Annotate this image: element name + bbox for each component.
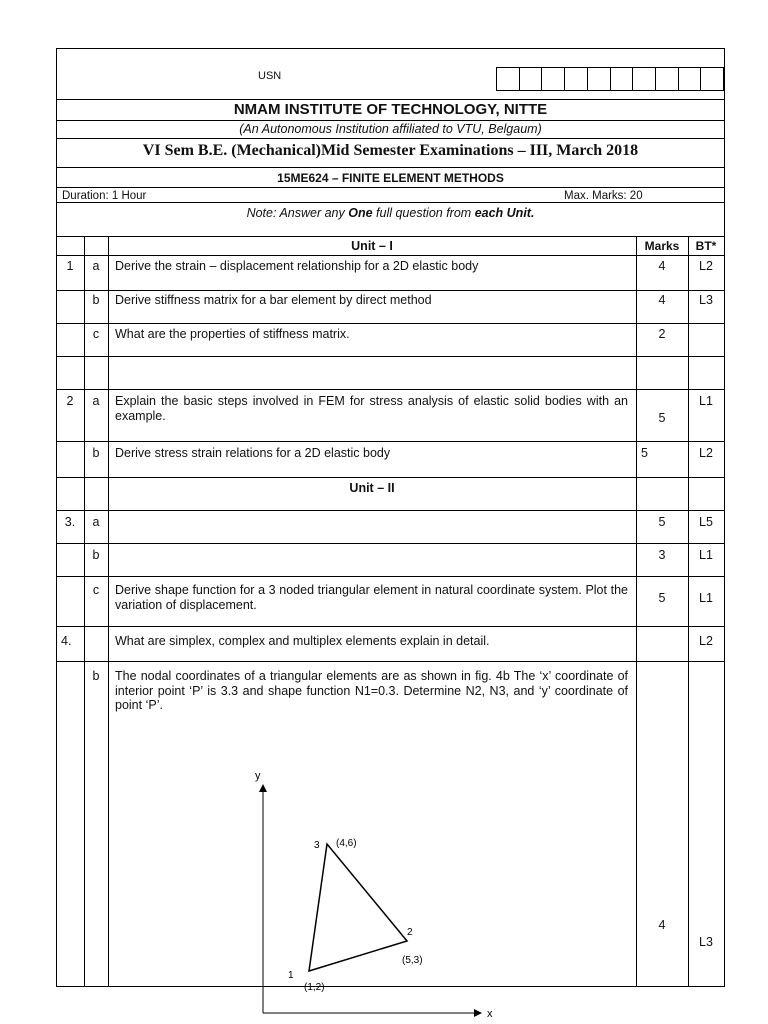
frame-right [724, 48, 725, 987]
q1a-bt: L2 [699, 259, 713, 273]
q1c-sub: c [92, 327, 100, 341]
q1b-marks: 4 [658, 293, 666, 307]
institute-name: NMAM INSTITUTE OF TECHNOLOGY, NITTE [233, 101, 548, 118]
usn-label: USN [258, 70, 282, 82]
q1b-bt: L3 [699, 293, 713, 307]
q2b-bt: L2 [699, 446, 713, 460]
node1-label: 1 [288, 970, 294, 981]
q2a-marks: 5 [658, 411, 666, 425]
usn-entry-boxes[interactable] [496, 67, 724, 91]
q1b-text: Derive stiffness matrix for a bar element by direct method [115, 293, 432, 307]
q1a-sub: a [92, 259, 100, 273]
triangle-element [309, 844, 407, 971]
q3c-text: Derive shape function for a 3 noded triangular element in natural coordinate system. Plot the variation of displacement. [115, 583, 628, 612]
instruction-note: Note: Answer any One full question from each Unit. [246, 206, 535, 220]
q3b-bt: L1 [699, 548, 713, 562]
q3c-marks: 5 [658, 591, 666, 605]
marks-header: Marks [644, 239, 680, 253]
q1b-sub: b [92, 293, 100, 307]
q3b-marks: 3 [658, 548, 666, 562]
q4b-marks: 4 [658, 918, 666, 932]
node3-label: 3 [314, 840, 320, 851]
q2a-text: Explain the basic steps involved in FEM for stress analysis of elastic solid bodies with an example. [115, 394, 628, 423]
q3a-bt: L5 [699, 515, 713, 529]
q2-number: 2 [66, 394, 74, 408]
max-marks-text: Max. Marks: 20 [564, 190, 643, 202]
exam-title: VI Sem B.E. (Mechanical)Mid Semester Examinations – III, March 2018 [142, 142, 639, 159]
q2b-sub: b [92, 446, 100, 460]
q2a-sub: a [92, 394, 100, 408]
q1c-text: What are the properties of stiffness matrix. [115, 327, 350, 341]
figure-4b-triangle [240, 760, 510, 1024]
q3b-sub: b [92, 548, 100, 562]
bt-header: BT* [695, 239, 717, 253]
frame-top [56, 48, 725, 49]
q1a-text: Derive the strain – displacement relationship for a 2D elastic body [115, 259, 479, 273]
q3a-marks: 5 [658, 515, 666, 529]
x-axis-label: x [487, 1008, 493, 1020]
duration-text: Duration: 1 Hour [62, 190, 147, 202]
q2b-marks: 5 [641, 446, 648, 460]
q4a-text: What are simplex, complex and multiplex elements explain in detail. [115, 634, 490, 648]
q3c-bt: L1 [699, 591, 713, 605]
col-divider-marks [636, 236, 637, 987]
node3-coord: (4,6) [336, 838, 357, 849]
course-title: 15ME624 – FINITE ELEMENT METHODS [277, 171, 504, 185]
q3c-sub: c [92, 583, 100, 597]
q1a-marks: 4 [658, 259, 666, 273]
q4b-text: The nodal coordinates of a triangular elements are as shown in fig. 4b The ‘x’ coordinate of interior point ‘P’ is 3.3 and shape function N1=0.3. Determine N2, N3, and ‘y’ coordinate of point ‘P’. [115, 669, 628, 712]
node1-coord: (1,2) [304, 982, 325, 993]
q3a-sub: a [92, 515, 100, 529]
unit2-title: Unit – II [349, 481, 395, 495]
y-axis-label: y [255, 770, 261, 782]
q2b-text: Derive stress strain relations for a 2D elastic body [115, 446, 391, 460]
col-divider-bt [688, 236, 689, 987]
q1c-marks: 2 [658, 327, 666, 341]
q2a-bt: L1 [699, 394, 713, 408]
col-divider-sub [108, 236, 109, 987]
q4b-bt: L3 [699, 935, 713, 949]
q4a-bt: L2 [699, 634, 713, 648]
node2-label: 2 [407, 927, 413, 938]
node2-coord: (5,3) [402, 955, 423, 966]
unit1-title: Unit – I [351, 239, 393, 253]
q3-number: 3. [64, 515, 76, 529]
col-divider-num [84, 236, 85, 987]
q4-number: 4. [61, 634, 72, 648]
affiliation-text: (An Autonomous Institution affiliated to VTU, Belgaum) [239, 122, 542, 136]
q1-number: 1 [66, 259, 74, 273]
q4b-sub: b [92, 669, 100, 683]
